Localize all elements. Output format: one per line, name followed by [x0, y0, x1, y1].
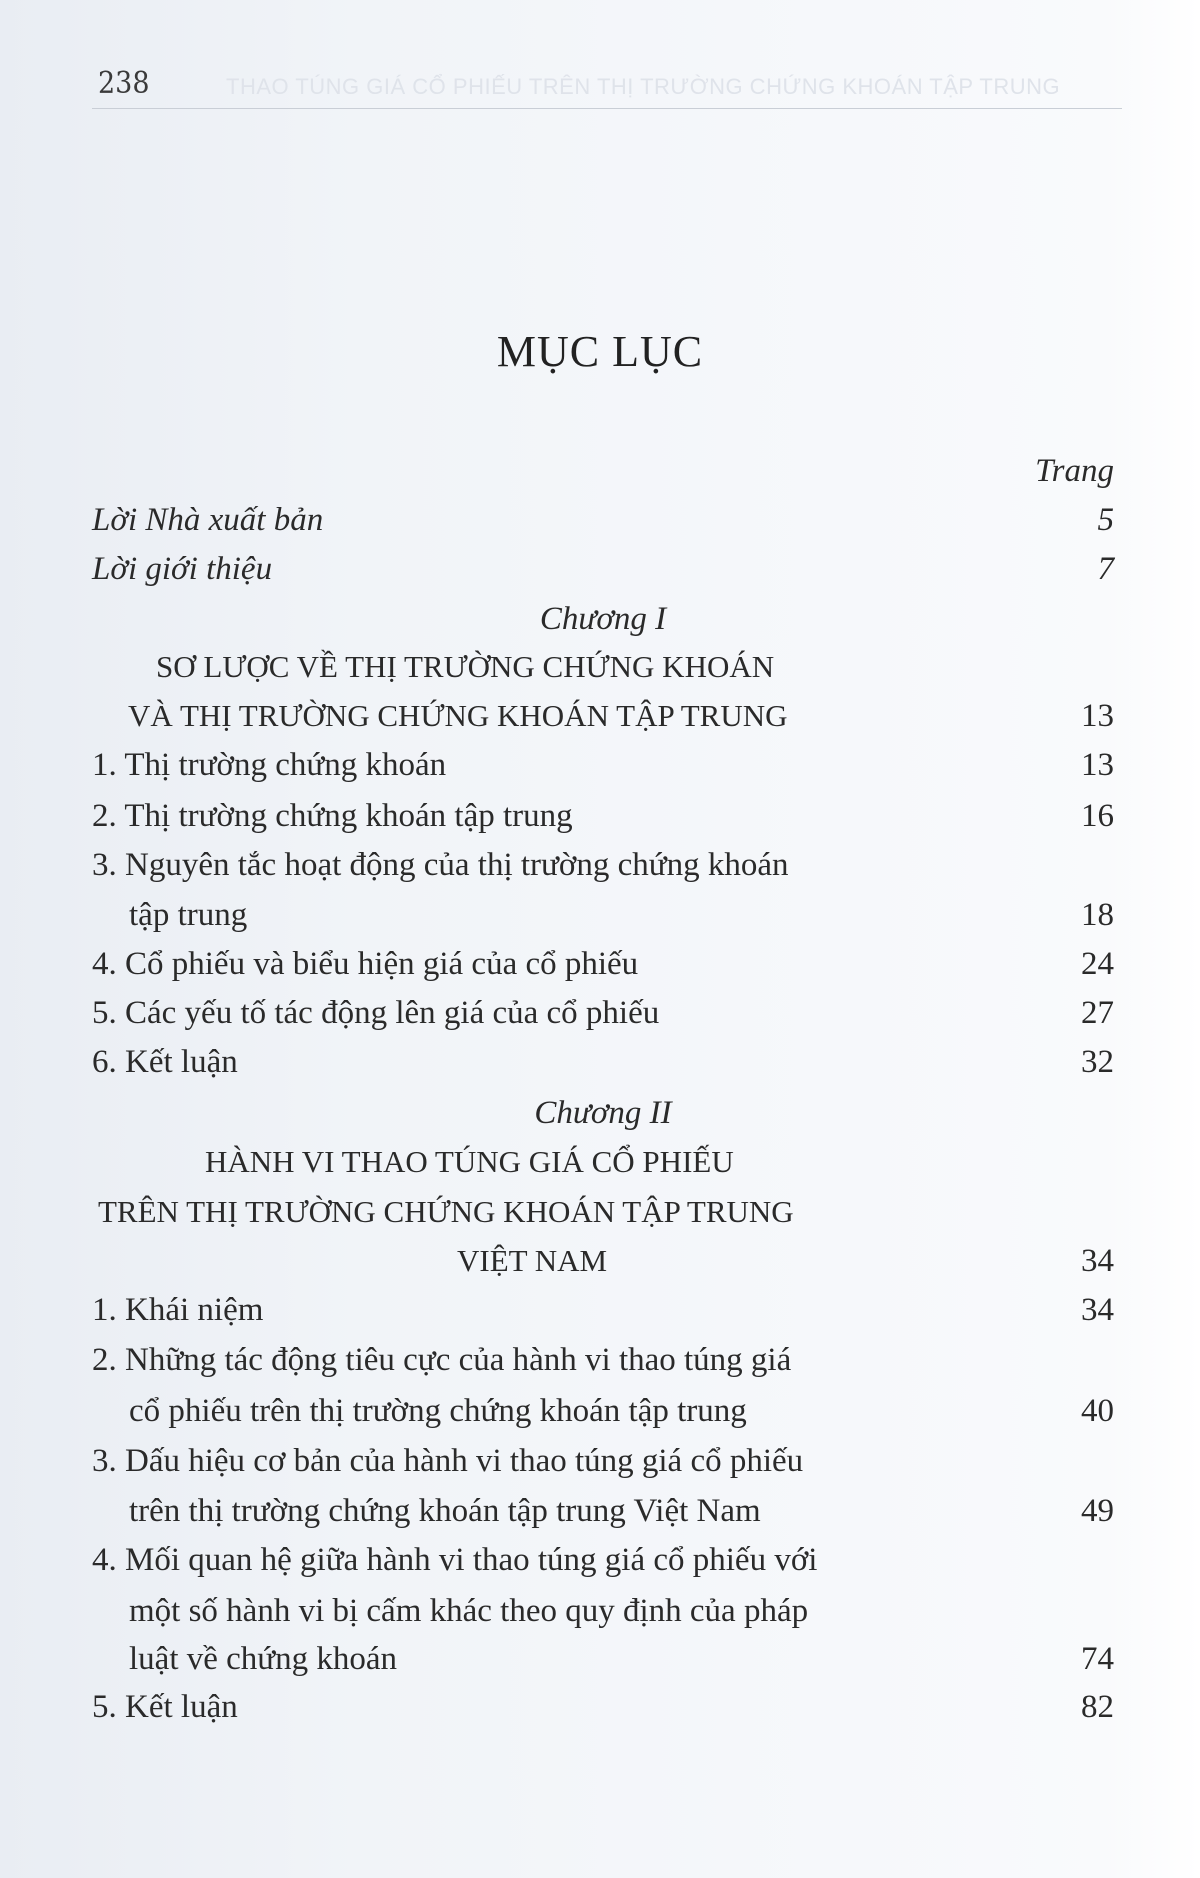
toc-title: MỤC LỤC [496, 327, 704, 376]
toc-entry-label: 4. Mối quan hệ giữa hành vi thao túng giá cổ phiếu với [92, 1542, 818, 1578]
toc-entry-label: 3. Dấu hiệu cơ bản của hành vi thao túng giá cổ phiếu [92, 1443, 804, 1479]
toc-entry-2-4[interactable] [92, 1535, 1114, 1585]
toc-entry-2-3[interactable] [92, 1436, 1114, 1486]
toc-entry-label: luật về chứng khoán [129, 1641, 398, 1677]
chapter-title: TRÊN THỊ TRƯỜNG CHỨNG KHOÁN TẬP TRUNG [98, 1194, 794, 1229]
toc-entry-label: trên thị trường chứng khoán tập trung Việt Nam [129, 1493, 761, 1529]
toc-entry-label: tập trung [129, 897, 248, 933]
toc-entry-label: 5. Các yếu tố tác động lên giá của cổ phiếu [92, 995, 660, 1031]
chapter-title: VIỆT NAM [457, 1243, 608, 1278]
toc-entry-label: 2. Những tác động tiêu cực của hành vi thao túng giá [92, 1342, 792, 1378]
toc-entry-page: 16 [1081, 798, 1114, 834]
toc-entry-1-6[interactable] [92, 1037, 1114, 1087]
toc-entry-2-2-cont[interactable] [92, 1386, 1114, 1436]
toc-entry-label: 1. Khái niệm [92, 1292, 264, 1328]
toc-entry-2-2[interactable] [92, 1335, 1114, 1385]
page-number: 238 [98, 66, 150, 101]
toc-entry-page: 24 [1081, 946, 1114, 982]
chapter-1-title-line-1[interactable] [92, 642, 1114, 692]
toc-entry-page: 18 [1081, 897, 1114, 933]
toc-entry-label: 5. Kết luận [92, 1689, 238, 1725]
running-head [92, 62, 1122, 109]
toc-entry-label: Lời giới thiệu [92, 551, 273, 587]
toc-entry-2-5[interactable] [92, 1682, 1114, 1732]
running-head-title: THAO TÚNG GIÁ CỔ PHIẾU TRÊN THỊ TRƯỜNG CHỨNG KHOÁN TẬP TRUNG [226, 74, 1061, 99]
toc-entry-page: 82 [1081, 1689, 1114, 1725]
toc-entry-label: 1. Thị trường chứng khoán [92, 747, 447, 783]
toc-entry-page: 34 [1081, 1292, 1114, 1328]
toc-entry-page: 49 [1081, 1493, 1114, 1529]
toc-entry-1-1[interactable] [92, 740, 1114, 790]
toc-entry-1-2[interactable] [92, 791, 1114, 841]
toc-entry-2-1[interactable] [92, 1285, 1114, 1335]
toc-entry-label: 2. Thị trường chứng khoán tập trung [92, 798, 573, 834]
chapter-2-title-line-1[interactable] [92, 1137, 1114, 1187]
chapter-2-title-line-3[interactable] [92, 1236, 1114, 1286]
toc-entry-page: 34 [1081, 1243, 1114, 1279]
toc-entry-publisher-note[interactable] [92, 495, 1114, 545]
toc-entry-label: 3. Nguyên tắc hoạt động của thị trường chứng khoán [92, 847, 789, 883]
chapter-1-title-line-2[interactable] [92, 691, 1114, 741]
toc-entry-page: 5 [1097, 502, 1114, 538]
toc-entry-1-5[interactable] [92, 988, 1114, 1038]
chapter-label: Chương I [539, 601, 667, 637]
toc-entry-1-4[interactable] [92, 939, 1114, 989]
toc-entry-page: 7 [1097, 551, 1114, 587]
toc-entry-page: 27 [1081, 995, 1114, 1031]
chapter-1-label [92, 594, 1114, 644]
toc-entry-label: 6. Kết luận [92, 1044, 238, 1080]
page-column-label: Trang [1035, 453, 1114, 489]
toc-entry-page: 13 [1081, 747, 1114, 783]
chapter-2-title-line-2[interactable] [92, 1187, 1114, 1237]
toc-entry-2-4-cont-1[interactable] [92, 1586, 1114, 1636]
toc-entry-introduction[interactable] [92, 544, 1114, 594]
toc-entry-label: một số hành vi bị cấm khác theo quy định của pháp [129, 1593, 809, 1629]
chapter-title: SƠ LƯỢC VỀ THỊ TRƯỜNG CHỨNG KHOÁN [156, 649, 775, 684]
toc-entry-page: 13 [1081, 698, 1114, 734]
toc-entry-page: 74 [1081, 1641, 1114, 1677]
toc-entry-label: cổ phiếu trên thị trường chứng khoán tập trung [129, 1393, 747, 1429]
toc-entry-1-3[interactable] [92, 840, 1114, 890]
chapter-label: Chương II [534, 1095, 672, 1131]
toc-entry-page: 32 [1081, 1044, 1114, 1080]
toc-entry-2-4-cont-2[interactable] [92, 1634, 1114, 1684]
chapter-title: HÀNH VI THAO TÚNG GIÁ CỔ PHIẾU [205, 1144, 734, 1179]
chapter-2-label [92, 1088, 1114, 1138]
toc-entry-2-3-cont[interactable] [92, 1486, 1114, 1536]
toc-entry-1-3-cont[interactable] [92, 890, 1114, 940]
toc-entry-page: 40 [1081, 1393, 1114, 1429]
toc-entry-label: 4. Cổ phiếu và biểu hiện giá của cổ phiếu [92, 946, 639, 982]
toc-entry-label: Lời Nhà xuất bản [92, 502, 324, 538]
chapter-title: VÀ THỊ TRƯỜNG CHỨNG KHOÁN TẬP TRUNG [128, 698, 788, 733]
